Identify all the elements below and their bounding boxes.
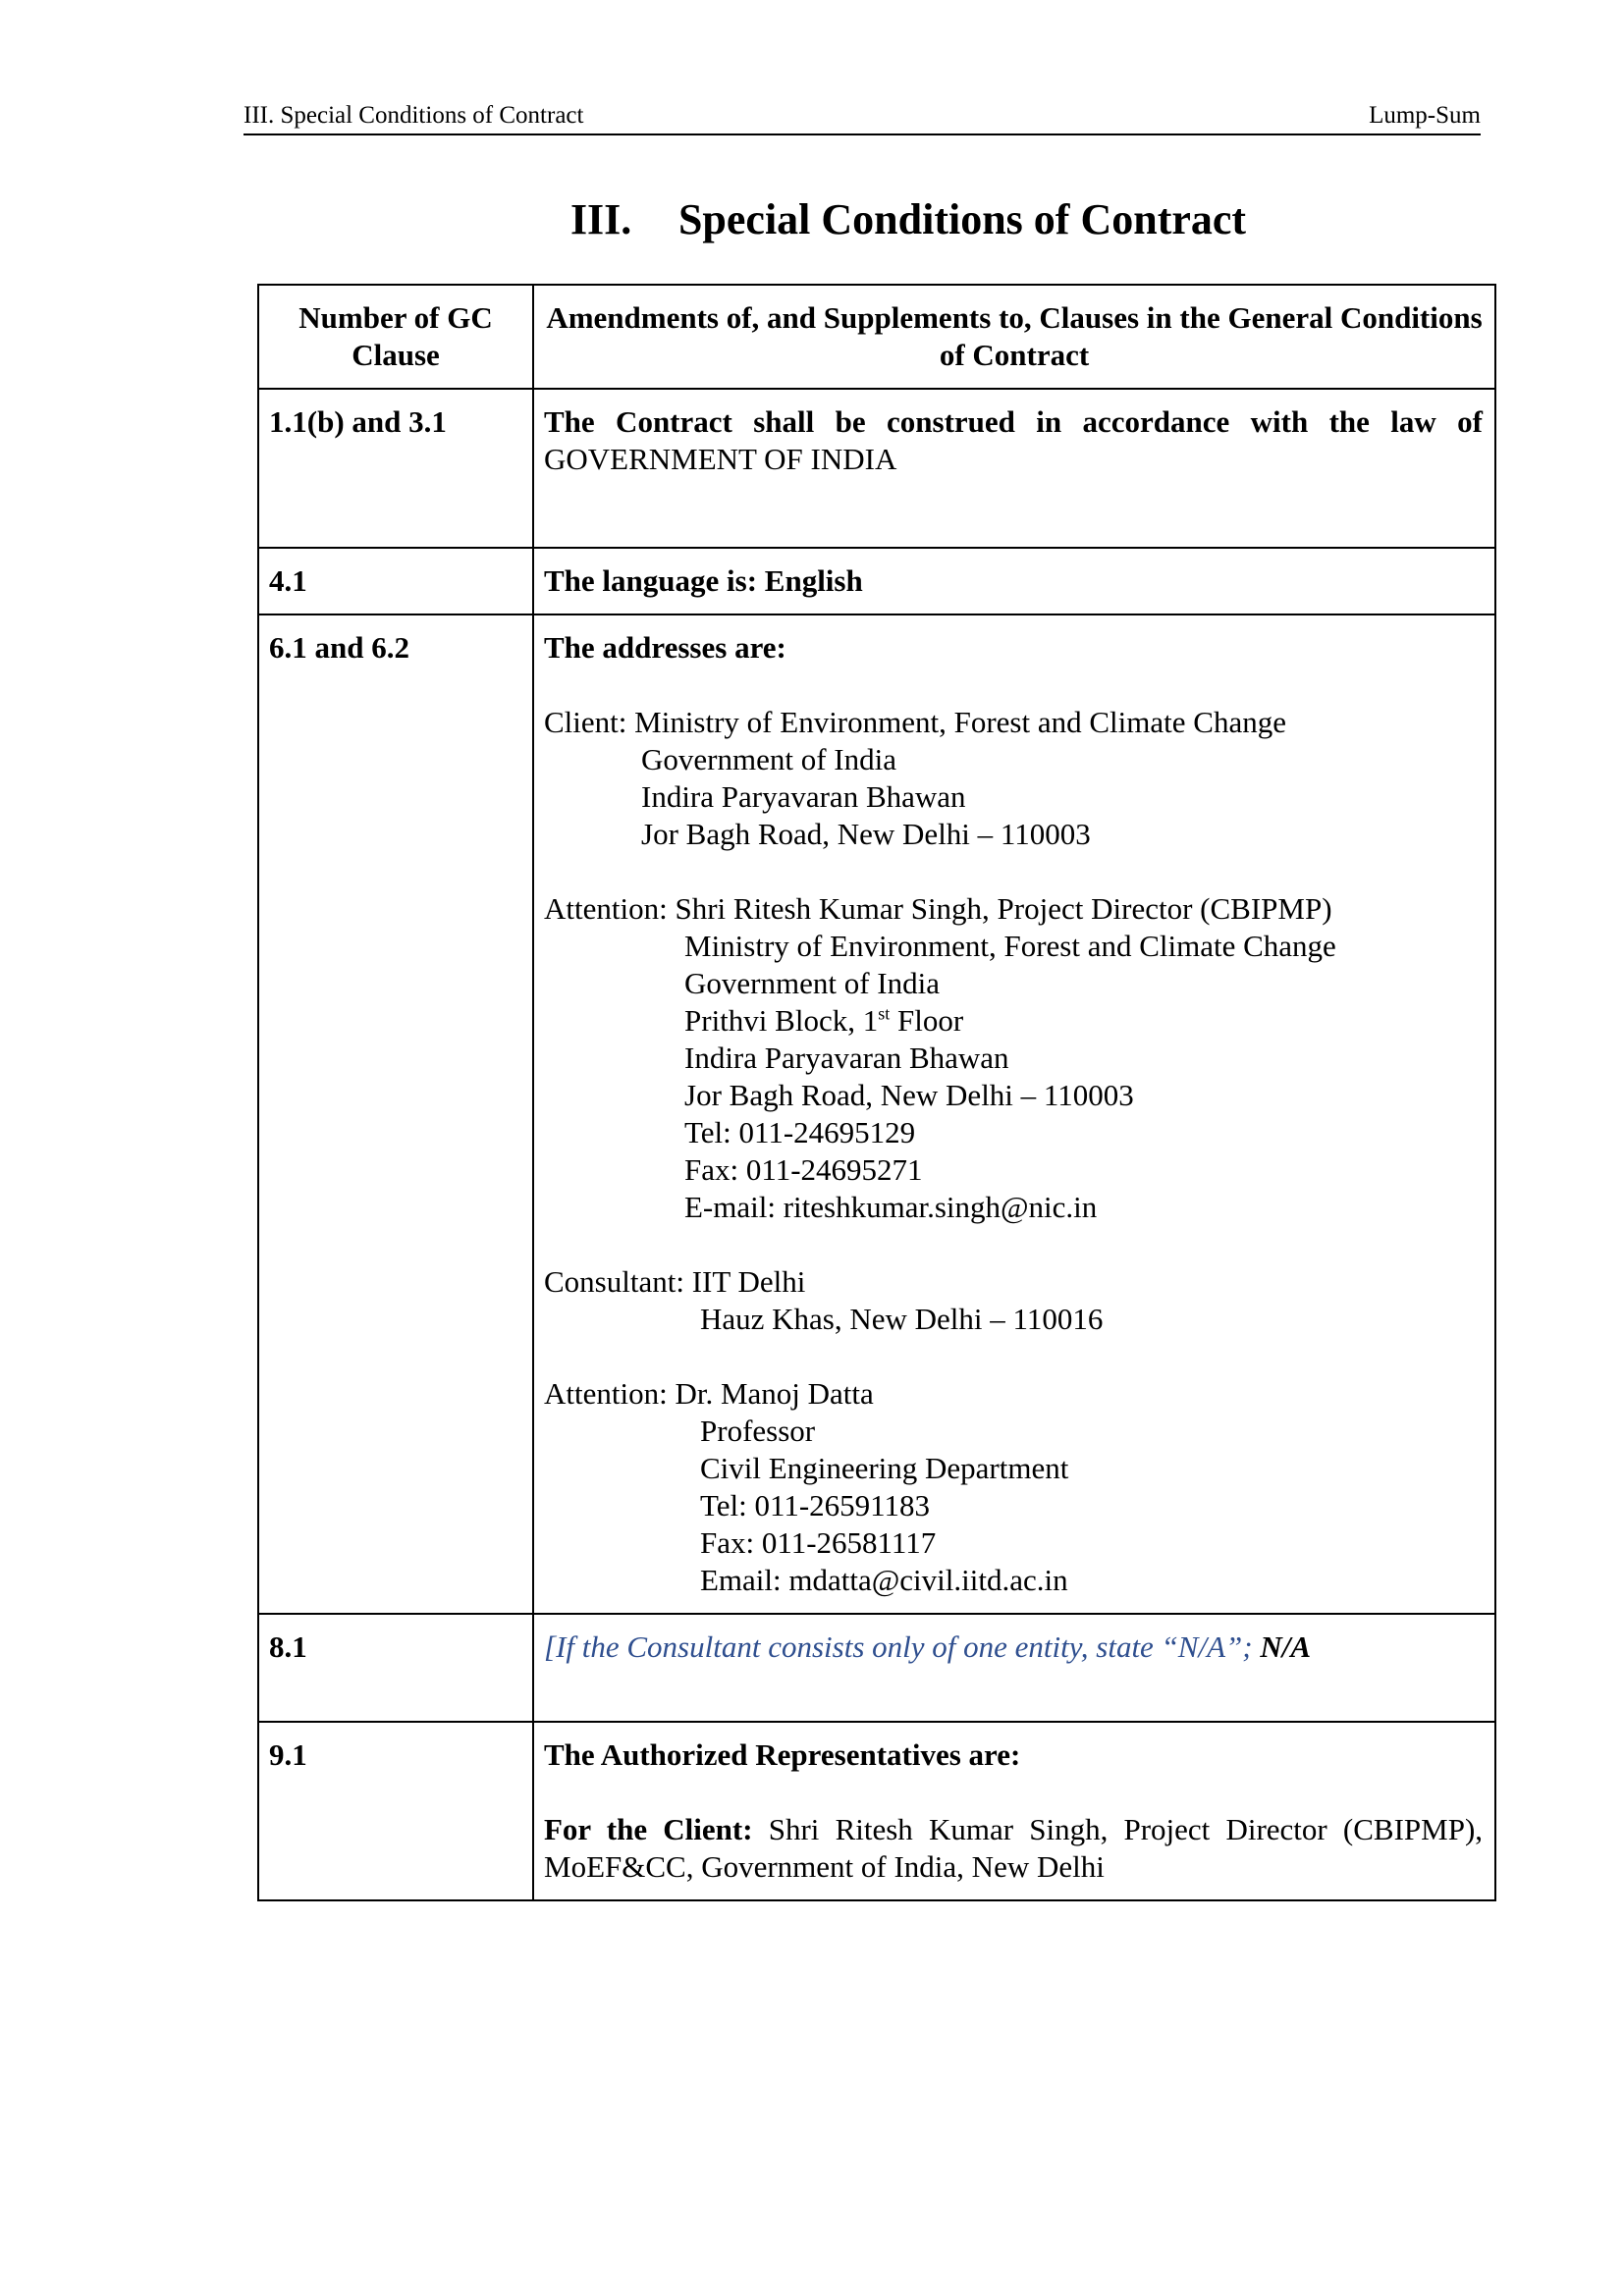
attention-line xyxy=(544,1002,1483,1040)
attention-line: Civil Engineering Department xyxy=(700,1451,1069,1485)
client-label: Client: xyxy=(544,705,627,739)
attention-line: Professor xyxy=(700,1414,816,1448)
attention-line: Indira Paryavaran Bhawan xyxy=(684,1041,1009,1075)
attention-tel: Tel: 011-26591183 xyxy=(700,1488,931,1522)
client-attention xyxy=(544,890,1483,1226)
client-representative xyxy=(544,1811,1483,1886)
attention-label: Attention: xyxy=(544,1376,668,1411)
client-line: Jor Bagh Road, New Delhi – 110003 xyxy=(641,817,1091,851)
attention-fax: Fax: 011-26581117 xyxy=(700,1525,937,1560)
attention-email: E-mail: riteshkumar.singh@nic.in xyxy=(684,1190,1098,1224)
representatives-heading: The Authorized Representatives are: xyxy=(544,1737,1021,1772)
table-row xyxy=(258,548,1495,614)
ordinal-suffix: st xyxy=(878,1003,891,1024)
header-right-text: Lump-Sum xyxy=(1369,102,1481,129)
attention-label: Attention: xyxy=(544,891,668,926)
governing-law-text: The Contract shall be construed in accordance with the law of xyxy=(544,404,1483,439)
prithvi-block-text: Prithvi Block, 1 xyxy=(684,1003,879,1038)
table-header-row xyxy=(258,285,1495,389)
governing-law-value: GOVERNMENT OF INDIA xyxy=(544,442,897,476)
clause-number: 4.1 xyxy=(258,548,533,614)
title-number: III. xyxy=(569,195,632,243)
na-value: N/A xyxy=(1260,1629,1312,1664)
attention-line: Jor Bagh Road, New Delhi – 110003 xyxy=(684,1078,1134,1112)
attention-line: Ministry of Environment, Forest and Climate Change xyxy=(684,929,1336,963)
client-address xyxy=(544,704,1483,853)
representatives-cell xyxy=(533,1722,1495,1900)
header-left-text: III. Special Conditions of Contract xyxy=(244,102,584,129)
consultant-line: Hauz Khas, New Delhi – 110016 xyxy=(700,1302,1104,1336)
clause-number: 6.1 and 6.2 xyxy=(258,614,533,1614)
language-text: The language is: English xyxy=(533,548,1495,614)
attention-fax: Fax: 011-24695271 xyxy=(684,1152,923,1187)
client-line: Ministry of Environment, Forest and Climate Change xyxy=(634,705,1286,739)
consultant-name: IIT Delhi xyxy=(691,1264,806,1299)
page-header xyxy=(244,98,1481,135)
addresses-cell xyxy=(533,614,1495,1614)
col1-header: Number of GC Clause xyxy=(258,285,533,389)
clause-number: 1.1(b) and 3.1 xyxy=(258,389,533,548)
client-rep-label: For the Client: xyxy=(544,1812,753,1846)
page-title xyxy=(0,194,1624,244)
addresses-heading: The addresses are: xyxy=(544,630,786,665)
attention-email: Email: mdatta@civil.iitd.ac.in xyxy=(700,1563,1068,1597)
clause-number: 9.1 xyxy=(258,1722,533,1900)
attention-name: Dr. Manoj Datta xyxy=(675,1376,874,1411)
attention-tel: Tel: 011-24695129 xyxy=(684,1115,916,1149)
table-row xyxy=(258,1614,1495,1722)
consortium-cell xyxy=(533,1614,1495,1722)
table-row xyxy=(258,389,1495,548)
consultant-label: Consultant: xyxy=(544,1264,684,1299)
client-rep-text: Shri Ritesh Kumar Singh, Project Director (CBIPMP), MoEF&CC, Government of India, New Delhi xyxy=(544,1812,1484,1884)
client-line: Indira Paryavaran Bhawan xyxy=(641,779,966,814)
conditions-table xyxy=(257,284,1496,1901)
col2-header: Amendments of, and Supplements to, Clauses in the General Conditions of Contract xyxy=(533,285,1495,389)
client-line: Government of India xyxy=(641,742,896,776)
clause-text xyxy=(533,389,1495,548)
table-row xyxy=(258,614,1495,1614)
clause-number: 8.1 xyxy=(258,1614,533,1722)
consultant-address xyxy=(544,1263,1483,1338)
floor-text: Floor xyxy=(890,1003,964,1038)
title-text: Special Conditions of Contract xyxy=(677,195,1247,243)
attention-name: Shri Ritesh Kumar Singh, Project Director (CBIPMP) xyxy=(675,891,1332,926)
attention-line: Government of India xyxy=(684,966,940,1000)
consultant-attention xyxy=(544,1375,1483,1599)
instruction-note: [If the Consultant consists only of one entity, state “N/A”; xyxy=(544,1629,1253,1664)
table-row xyxy=(258,1722,1495,1900)
